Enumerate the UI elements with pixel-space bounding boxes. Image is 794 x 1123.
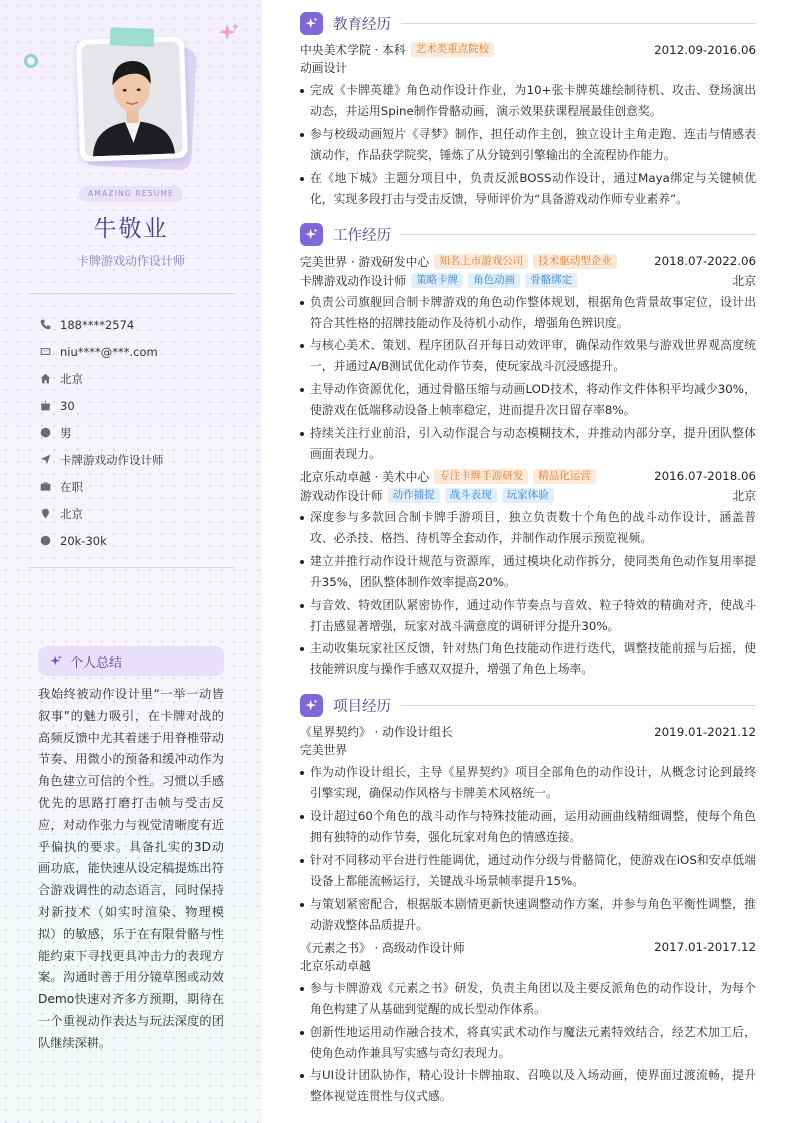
summary-text: 我始终被动作设计里“一举一动皆叙事”的魅力吸引，在卡牌对战的高频反馈中尤其着迷于用脊椎带动节奏、用微小的预备和缓冲动作为角色建立可信的个性。习惯以手感优先的思路打磨打击帧与受击反应，对动作张力与视觉清晰度有近乎偏执的要求。具备扎实的3D动画功底，能快速从设定稿提炼出符合游戏调性的动态语言，同时保持对新技术（如实时渲染、物理模拟）的敏感，乐于在有限骨骼与性能约束下寻找更具冲击力的表现方案。沟通时善于用分镜草图或动效Demo快速对齐多方预期，期待在一个重视动作表达与玩法深度的团队继续深耕。 (38, 687, 224, 1050)
company-name: 完美世界 · 游戏研发中心 (300, 254, 430, 269)
company-tag: 专注卡牌手游研发 (434, 469, 528, 484)
list-item: 负责公司旗舰回合制卡牌游戏的角色动作整体规划，根据角色背景故事定位，设计出符合其性格的招牌技能动作及待机小动作，增强角色辨识度。 (300, 292, 756, 334)
project-entry (300, 938, 756, 1108)
work-section (300, 220, 756, 681)
hometown-value: 北京 (60, 371, 83, 386)
mail-icon (38, 345, 52, 359)
company-tag: 技术驱动型企业 (533, 254, 617, 269)
section-icon (300, 223, 323, 246)
project-row (300, 938, 756, 957)
info-age (38, 392, 238, 419)
sparkle-icon (305, 699, 318, 712)
education-row (300, 40, 756, 59)
age-value: 30 (60, 398, 75, 413)
project-company: 完美世界 (300, 743, 348, 758)
main-content (300, 8, 756, 1117)
city-value: 北京 (60, 506, 83, 521)
section-header (300, 690, 756, 720)
role-tag: 角色动画 (468, 273, 520, 288)
info-phone (38, 311, 238, 338)
section-title: 教育经历 (333, 16, 391, 33)
info-email (38, 338, 238, 365)
list-item: 与策划紧密配合，根据版本剧情更新快速调整动作方案，并参与角色平衡性调整，推动游戏整体品质提升。 (300, 894, 756, 936)
summary-header (38, 646, 224, 676)
project-row (300, 722, 756, 741)
sidebar-divider (28, 293, 234, 294)
info-gender (38, 419, 238, 446)
list-item: 参与卡牌游戏《元素之书》研发，负责主角团以及主要反派角色的动作设计，为每个角色构建了从基础到觉醒的成长型动作体系。 (300, 978, 756, 1020)
list-item: 作为动作设计组长，主导《星界契约》项目全部角色的动作设计，从概念讨论到最终引擎实现，确保动作风格与卡牌美术风格统一。 (300, 762, 756, 804)
list-item: 参与校级动画短片《寻梦》制作，担任动作主创，独立设计主角走跑、连击与情感表演动作，作品获学院奖，锤炼了从分镜到引擎输出的全流程协作能力。 (300, 124, 756, 166)
candidate-name: 牛敬业 (93, 216, 169, 242)
list-item: 创新性地运用动作融合技术，将真实武术动作与魔法元素特效结合，经艺术加工后，使角色动作兼具写实感与奇幻表现力。 (300, 1022, 756, 1064)
job-entry (300, 467, 756, 680)
education-bullets (300, 80, 756, 210)
list-item: 与音效、特效团队紧密协作，通过动作节奏点与音效、粒子特效的精确对齐，使战斗打击感显著增强，玩家对战斗满意度的调研评分提升30%。 (300, 595, 756, 637)
contact-info-list (38, 311, 238, 554)
education-section (300, 8, 756, 210)
project-date: 2019.01-2021.12 (654, 724, 756, 739)
sparkle-icon (218, 22, 240, 44)
sidebar (0, 0, 262, 1123)
role-tag: 骨骼绑定 (525, 273, 577, 288)
tagline: AMAZING RESUME (79, 186, 183, 202)
email-value: niu****@***.com (60, 344, 158, 359)
avatar-photo-card (78, 38, 186, 160)
photo-tape (110, 27, 155, 47)
role-tag: 战斗表现 (445, 488, 497, 503)
decorative-ring (24, 54, 38, 68)
role-row (300, 486, 756, 505)
section-icon (300, 12, 323, 35)
money-icon (38, 534, 52, 548)
list-item: 设计超过60个角色的战斗动作与特殊技能动画，运用动画曲线精细调整，使每个角色拥有独特的动作节奏，强化玩家对角色的情感连接。 (300, 806, 756, 848)
list-item: 针对不同移动平台进行性能调优，通过动作分级与骨骼简化，使游戏在iOS和安卓低端设备上都能流畅运行，关键战斗场景帧率提升15%。 (300, 850, 756, 892)
project-date: 2017.01-2017.12 (654, 940, 756, 955)
cake-icon (38, 399, 52, 413)
education-date: 2012.09-2016.06 (654, 42, 756, 57)
job-bullets (300, 292, 756, 465)
company-row (300, 467, 756, 486)
section-title: 项目经历 (333, 698, 391, 715)
send-icon (38, 453, 52, 467)
sparkle-icon (50, 655, 62, 667)
role-row (300, 271, 756, 290)
job-location: 北京 (732, 488, 756, 503)
job-location: 北京 (732, 273, 756, 288)
salary-value: 20k-30k (60, 533, 107, 548)
job-date: 2018.07-2022.06 (654, 254, 756, 269)
gender-value: 男 (60, 425, 72, 440)
company-name: 北京乐动卓越 · 美术中心 (300, 469, 430, 484)
section-rule (401, 234, 756, 235)
project-entry (300, 722, 756, 935)
section-rule (401, 705, 756, 706)
sparkle-icon (305, 228, 318, 241)
list-item: 与UI设计团队协作，精心设计卡牌抽取、召唤以及入场动画，使界面过渡流畅，提升整体视觉连贯性与仪式感。 (300, 1065, 756, 1107)
job-entry (300, 252, 756, 465)
sparkle-icon (305, 17, 318, 30)
project-name: 《元素之书》 · 高级动作设计师 (300, 940, 465, 955)
summary-title: 个人总结 (70, 655, 123, 671)
role-tag: 动作捕捉 (388, 488, 440, 503)
avatar (81, 41, 183, 156)
phone-icon (38, 318, 52, 332)
list-item: 与核心美术、策划、程序团队召开每日动效评审，确保动作效果与游戏世界观高度统一，并通过A/B测试优化动作节奏，使玩家战斗沉浸感提升。 (300, 335, 756, 377)
project-bullets (300, 978, 756, 1108)
section-header (300, 8, 756, 38)
project-name: 《星界契约》 · 动作设计组长 (300, 725, 453, 740)
section-title: 工作经历 (333, 228, 391, 245)
project-bullets (300, 762, 756, 935)
major: 动画设计 (300, 61, 348, 75)
phone-value: 188****2574 (60, 317, 135, 332)
home-icon (38, 372, 52, 386)
info-status (38, 473, 238, 500)
location-icon (38, 507, 52, 521)
target-role-value: 卡牌游戏动作设计师 (60, 452, 164, 467)
section-rule (401, 23, 756, 24)
list-item: 主导动作资源优化，通过骨骼压缩与动画LOD技术，将动作文件体积平均减少30%，使游戏在低端移动设备上帧率稳定，进而提升次日留存率8%。 (300, 379, 756, 421)
info-city (38, 500, 238, 527)
section-icon (300, 694, 323, 717)
list-item: 深度参与多款回合制卡牌手游项目，独立负责数十个角色的战斗动作设计，涵盖普攻、必杀技、格挡、待机等全套动作，并制作动作展示预览视频。 (300, 507, 756, 549)
gender-icon (38, 426, 52, 440)
job-role: 卡牌游戏动作设计师 (300, 273, 407, 288)
role-tag: 策略卡牌 (411, 273, 463, 288)
company-tag: 精品化运营 (533, 469, 596, 484)
sidebar-divider (28, 567, 234, 568)
company-row (300, 252, 756, 271)
list-item: 在《地下城》主题分项目中，负责反派BOSS动作设计，通过Maya绑定与关键帧优化，实现多段打击与受击反馈，导师评价为“具备游戏动作师专业素养”。 (300, 168, 756, 210)
projects-section (300, 690, 756, 1107)
school-tag: 艺术类重点院校 (411, 42, 495, 57)
info-target-role (38, 446, 238, 473)
info-salary (38, 527, 238, 554)
info-hometown (38, 365, 238, 392)
list-item: 主动收集玩家社区反馈，针对热门角色技能动作进行迭代，调整技能前摇与后摇，使技能辨识度与操作手感双双提升，增强了角色上场率。 (300, 638, 756, 680)
project-company: 北京乐动卓越 (300, 958, 371, 973)
section-header (300, 220, 756, 250)
list-item: 完成《卡牌英雄》角色动作设计作业，为10+张卡牌英雄绘制待机、攻击、登场演出动态，并运用Spine制作骨骼动画，演示效果获课程展最佳创意奖。 (300, 80, 756, 122)
role-tag: 玩家体验 (502, 488, 554, 503)
list-item: 持续关注行业前沿，引入动作混合与动态模糊技术，并推动内部分享，提升团队整体画面表现力。 (300, 423, 756, 465)
list-item: 建立并推行动作设计规范与资源库，通过模块化动作拆分，使同类角色动作复用率提升35%，团队整体制作效率提高20%。 (300, 551, 756, 593)
job-role: 游戏动作设计师 (300, 488, 383, 503)
company-tag: 知名上市游戏公司 (434, 254, 528, 269)
job-date: 2016.07-2018.06 (654, 469, 756, 484)
status-value: 在职 (60, 479, 83, 494)
candidate-title: 卡牌游戏动作设计师 (76, 254, 185, 268)
school-name: 中央美术学院 · 本科 (300, 43, 406, 57)
briefcase-icon (38, 480, 52, 494)
job-bullets (300, 507, 756, 680)
